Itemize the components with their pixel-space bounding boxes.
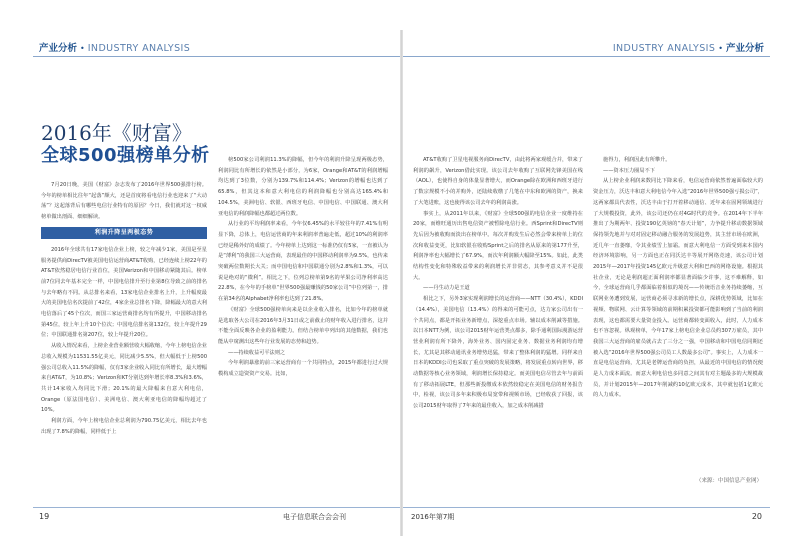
text-column-2	[218, 155, 388, 500]
section-label-english: INDUSTRY ANALYSIS	[87, 43, 191, 54]
paragraph-body: 榜500家公司利润11.3%的降幅，但今年的利润升降呈现两极态势，利润同比有所增长的依然是小部分，为6家，Orange和AT&T的利润增幅均达到了3位数，分别为139.7%和114.4%；Verizon的增幅也达到了65.8%，但其这本和意大利电信的利润降幅也分别高达165.4%和104.5%，美洲电信、软银、西班牙电信、中国电信、中国联通、澳大利亚电信的利润降幅也都超过两位数。 从行业的平均利润率来看，今年仅6.45%的水平较往年的7.41%有明显下降，总体上，电信运营商的年来利润率普遍走低，超过10%的利润率已经是稀外好的成绩了。今年榜单上达到这一标准仍仅有5家，一直被认为是“薄利”的我国三大运营商，表现最佳的中国移动利润率为9.5%，也传来突破两位数期长大关；而中国电信和中国联通分别为2.8%和1.3%，可以说是绝对的“微利”。相比之下，位列总榜单第9名的苹果公司净利率高达22.8%，在今年的手榜单“世界500强最赚钱的50家公司”中位列第一，排在第34名的Alphabet净利率也达到了21.8%。 《财富》全球500强榜单向来是以企业收入排名，比如今年的榜单就是选取各大公司在2016年3月31日或之前截止的财年收入进行排名，这并不能全面反映各企业的盈利能力。但结合榜单中列出的其他数据，我们也能从中窥测出这些年行业发展的态势和趋势。 ——持续收益可平法则之 今年利润暴涨的前三家运营商有一个共同特点，2015年都进行过大规模构成立造资资产交易。比如，	[218, 157, 388, 378]
journal-name: 电子信息联合会会刊	[283, 513, 346, 521]
text-column-3	[413, 155, 583, 500]
article-source: （来源：中国信息产业网）	[695, 478, 762, 484]
header-rule	[403, 56, 770, 57]
paragraph-intro: 7月20日晚，美国《财富》杂志发布了2016年世界500强排行榜。今年的榜单相比往年“起落”颇大，还是首度将看电信行业也迎来了“大动荡”？这起落背后有哪些电信行业特有的原因？今日，我们就对这一权威榜单做出剖面、细细解读。	[41, 182, 207, 221]
paragraph-body: AT&T收购了卫星电视服务商DirecTV，由此将两家观缓合并，带来了利润的飙升，Verizon借此实现。该公司去年收购了互联网先锋美国在线（AOL），也使得自身的体量显著增大，而Orange除在欧洲和西班牙进行了数宗规模不小的并购外，还陆续收缴了几笔在中东和欧洲的资产，换来了大笔进账，这也使得该公司去年的利润高涨。 事实上，从2011年以来，《财富》全球500强的电信企业一度维持在20家，而维旺通历出售电信资产被暂除电信行业。西Sprint和DirecTV则先后因为被收购而淡出在榜单中。每次并购发生后必然会带来榜单上的位次和收益变更，比如软银在收购Sprint之后的排名从原来的第177升至，利润净率也大幅增长了67.9%，而次年利润额大幅降至15%。如此，此类结构性变化和特殊收益带来的利润增长并非常态，其参考意义并不是很大。 ——丹生动力是王道 相比之下，另外3家实现利润增长的运营商——NTT（30.4%），KDDI（14.4%），美国电信（13.4%）的得来的可能可点，达力家公司出有一个共同点，都是开拓业务新增点，深挖重点市场。辅以成本削减等措施。以日本NTT为例，该公司2015财年运营类点都多，除手通利国际漫游运营营业利润有所下降外，海外业务、国内固定业务、数据业务利润均有增长，尤其是其移动通讯业务增势迅猛，带来了整体利润的猛增。同样来自日本的KDDI公司也采取了重点突破的发展策略，将发展重点转向世界，移动数据等核心业务领域，利润增长保持稳定。而美国电信尽管去年与前面有了移动拓展LTE，但那些新投缴成本依然较稳定在美国电信的财务报告中，检视，该公司多年来积极布局宽带和视频市场，已经收获了回报，该公司2015财年取得了7年来的最佳收入，加之成本削减措	[413, 157, 583, 410]
left-page-header	[39, 40, 190, 54]
section-label-english: INDUSTRY ANALYSIS	[612, 43, 716, 54]
left-page	[33, 34, 401, 534]
issue-label: 2016年第7期	[411, 513, 455, 521]
text-column-1	[41, 180, 207, 500]
article-title-line2: 全球500强榜单分析	[41, 145, 210, 166]
header-bullet: •	[718, 44, 723, 53]
header-rule	[33, 56, 401, 57]
footer-rule	[403, 507, 770, 508]
right-page	[403, 34, 770, 534]
header-bullet: •	[80, 44, 85, 53]
text-column-4	[593, 155, 763, 473]
section-label: 产业分析	[725, 43, 764, 54]
section-label: 产业分析	[39, 43, 78, 54]
right-page-number: 20	[751, 512, 762, 521]
right-page-header	[613, 40, 764, 54]
left-page-number: 19	[39, 512, 50, 521]
footer-rule	[33, 507, 401, 508]
section-banner-profit-trend: 利润升降呈两极态势	[41, 227, 207, 239]
article-title-line1: 2016年《财富》	[41, 121, 192, 145]
paragraph-body: 2016年全球共有17家电信企业上榜，较之年减少1家，美国是至星服务提供商DirecTV被美国电信运营商AT&T收购，已经连续上榜22年的AT&T依然稳居电信行业首位，美国Verizon和中国移动紧随其后。榜单前7位同去年基本完全一样，中国电信排升至行业第8位导致之前的排名与去年略有不同。从总排名来看，13家电信企业排名上升，上升幅度最大的美国电信名次提前了42位，4家企业总排名下降，降幅最大的意大利电信落后了45个位次，而国三家运营商排名均有所提升，中国移动排名第45位，较上年上升10个位次；中国电信排名第132位，较上年提升29位；中国联通排名第207位，较上年提升20位。 从收入情况来看，上榜企业营业额营收大幅收缩，今年上榜电信企业总收入规模为11531.55亿美元，同比减少5.5%，但大幅低于上榜500强公司总收入11.5%的降幅，仅有3家企业收入同比有所增长，最大增幅来自AT&T，为10.8%；Verizon和KT分别达到年增长率8.3%和3.6%，共计14家收入均同比下滑；20.1%的最大降幅来自意大利电信，Orange（原法国电信）、美洲电信、澳大利亚电信的降幅均超过了10%。 利润方面，今年上榜电信企业总利润为790.75亿美元，相比去年也出现了7.8%的降幅，同样低于上	[41, 246, 207, 435]
paragraph-body: 施得力，利润因此有所攀升。 ——资本压力圈局不下 从上榜企业利润来数同比下降来看，电信运营商依然普遍面临较大的资金压力，沃达丰和意大利电信今年入选“2016年世界500强亏损公司”，这两家都具代表性，沃达丰由于打开着移动通信、近年来在固网领域进行了大规模投资，此外，该公司还仍在对4G时代的竞争。在2014年下半年推出了为期两年、投资190亿英镑的“春天计划”，力争提升移动数据领域保持领先地并与对对固定移动融合服务的发展趋势，其主营市场在欧洲，近几年一直萎靡，令其业绩雪上加霜。而意大利电信一方面受到来本国内经济环境影响，另一方面也正在同沃达丰等展开网络竞速，该公司计划2015年—2017年投资145亿欧元升级意大利和巴西的网络设施。根据其社企业，无论是利润超正面利润率都显著面临少许事，这不难解释，如今，全球运营商几乎都面临着相似的境况——传统语音业务持续萎缩，互联网业务遭到发展，运营商必须寻求新的增长点，深耕优势领域，比如在视频、物联网、云计算等领域的前期积累投资都可能影响到了当前的利润表现，这也都需要大量资金投入。运营商都转变面收入，此时，人力成本也不容忽视。纵观榜单，今年17家上榜电信企业总员约307万雇员，其中我国三大运营商的雇员就占去了三分之一强，中国移动和中国电信同期还被入选“2016年世界500强公司员工人数最多公司”。事实上，人力成本一直是电信运营商，尤其是老牌运营商的负担，从最近的中国电信的情况便是人力成本面流。而意大利电信也多同意之间其有对主题最多的大规模裁员，并计划2015年—2017年削减约10亿欧元成本，其中就包括1亿欧元的人力成本。	[593, 157, 763, 399]
